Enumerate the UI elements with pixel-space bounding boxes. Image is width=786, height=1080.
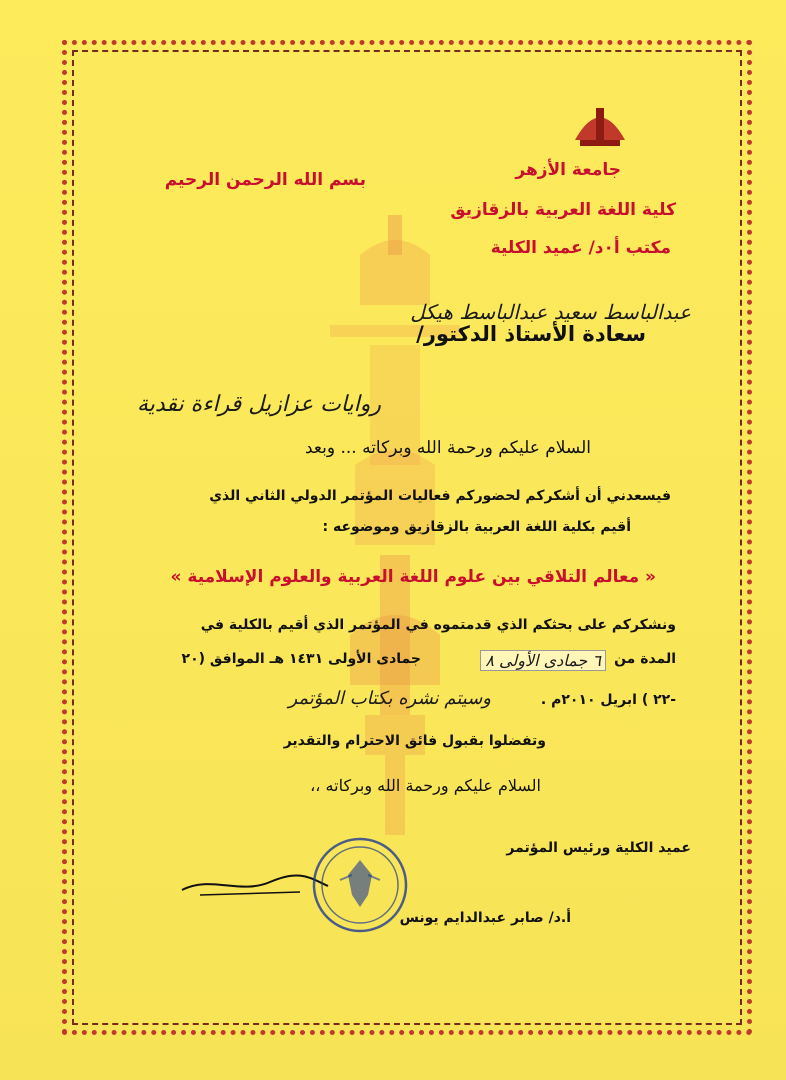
closing-greeting: السلام عليكم ورحمة الله وبركاته ،، bbox=[310, 776, 541, 795]
handwritten-signature bbox=[180, 870, 330, 900]
signatory-name: أ.د/ صابر عبدالدايم يونس bbox=[399, 910, 571, 926]
body-line-3: ونشكركم على بحثكم الذي قدمتموه في المؤتمر الذي أقيم بالكلية في bbox=[200, 617, 676, 633]
signatory-role: عميد الكلية ورئيس المؤتمر bbox=[506, 840, 691, 856]
office-name: مكتب أ٠د/ عميد الكلية bbox=[490, 238, 671, 258]
greeting: السلام عليكم ورحمة الله وبركاته ... وبعد bbox=[305, 438, 591, 458]
closing-line: وتفضلوا بقبول فائق الاحترام والتقدير bbox=[283, 733, 546, 749]
basmala: بسم الله الرحمن الرحيم bbox=[164, 170, 366, 190]
body-line-2: أقيم بكلية اللغة العربية بالزقازيق وموضوعه : bbox=[322, 519, 631, 535]
recipient-name-handwritten: عبدالباسط سعيد عبدالباسط هيكل bbox=[410, 300, 691, 324]
body-line-5-prefix: -٢٢ ) ابريل ٢٠١٠م . bbox=[540, 692, 676, 708]
salutation-title: سعادة الأستاذ الدكتور/ bbox=[416, 322, 646, 346]
body-line-1: فيسعدني أن أشكركم لحضوركم فعاليات المؤتمر الدولي الثاني الذي bbox=[209, 488, 671, 504]
official-seal-stamp-icon bbox=[310, 835, 410, 935]
al-azhar-emblem-icon bbox=[570, 100, 630, 150]
date-handwritten: ٦ جمادى الأولى ٨ bbox=[480, 650, 606, 671]
faculty-name: كلية اللغة العربية بالزقازيق bbox=[450, 200, 676, 220]
recipient-paper-handwritten: روايات عزازيل قراءة نقدية bbox=[136, 392, 381, 417]
publication-note-handwritten: وسيتم نشره بكتاب المؤتمر bbox=[288, 688, 491, 709]
body-line-4-prefix: المدة من bbox=[614, 651, 676, 667]
conference-title: « معالم التلاقي بين علوم اللغة العربية والعلوم الإسلامية » bbox=[170, 567, 656, 587]
body-line-4-suffix: جمادى الأولى ١٤٣١ هـ الموافق (٢٠ bbox=[181, 651, 421, 667]
university-name: جامعة الأزهر bbox=[515, 160, 621, 180]
